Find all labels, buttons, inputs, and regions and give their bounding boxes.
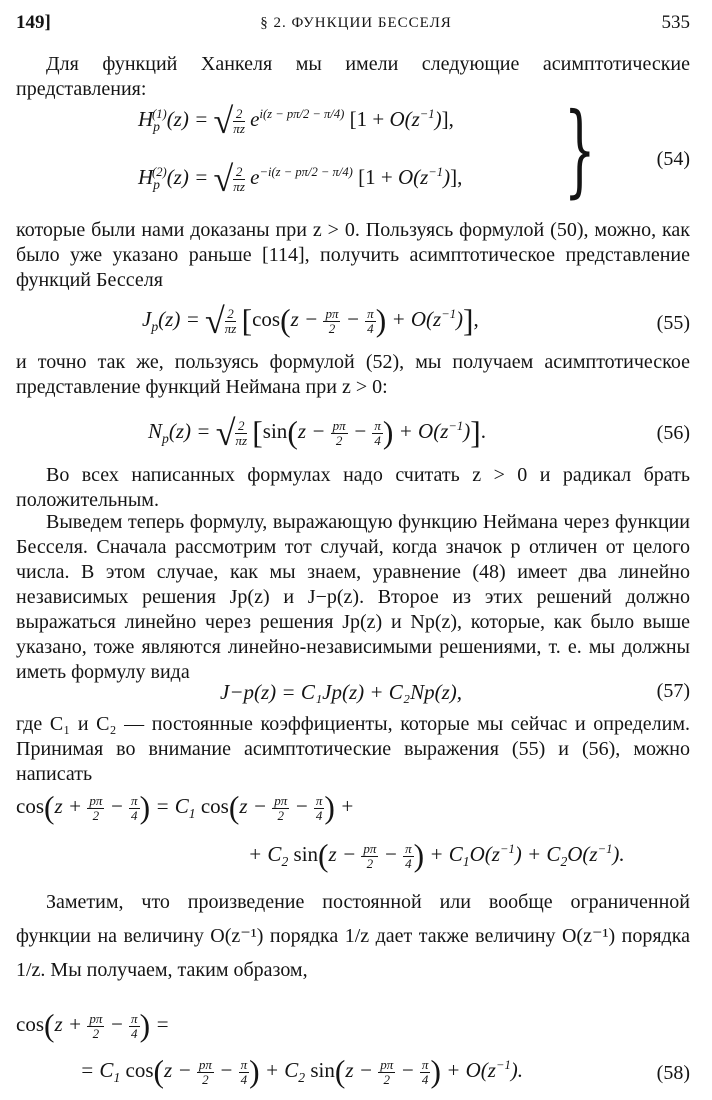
paragraph-order-remark: Заметим, что произведение постоянной или вообще ограниченной функции на величину O(z⁻¹) порядка 1/z дает также величину O(z⁻¹) порядка 1/z. Мы получаем, таким образом,: [16, 891, 690, 981]
equation-number-54: (54): [656, 148, 690, 170]
paragraph-radical: Во всех написанных формулах надо считать z > 0 и радикал брать положительным.: [16, 464, 690, 511]
paragraph-coefficients: где C₁ и C₂ — постоянные коэффициенты, которые мы сейчас и определим. Принимая во внимание асимптотические выражения (55) и (56), можно написать: [16, 713, 690, 785]
paragraph-derivation: Выведем теперь формулу, выражающую функцию Неймана через функции Бесселя. Сначала рассмотрим тот случай, когда значок p отличен от целого числа. В этом случае, как мы знаем, уравнение (48) имеет два линейно независимых решения Jp(z) и J−p(z). Второе из этих решений должно выражаться линейно через решения Jp(z) и Np(z), которые, как было выше указано, тоже являются линейно-независимыми решениями, т. е. мы должны иметь формулу вида: [16, 511, 690, 683]
equation-55: $J_p(z)$ = √ $\frac{2}{\pi z}$ [cos(z − $\frac{p\pi}{2}$ − $\frac{\pi}{4}$ ) + $O(z^{-1})$],: [142, 301, 479, 341]
page-section-number: 149]: [16, 12, 51, 33]
running-header: § 2. ФУНКЦИИ БЕССЕЛЯ: [260, 15, 452, 31]
equation-58-line1: cos(z + $\frac{p\pi}{2}$ − $\frac{\pi}{4}$ ) =: [16, 1008, 170, 1043]
equation-number-56: (56): [656, 422, 690, 444]
equation-number-57: (57): [656, 680, 690, 702]
equation-54-h1: $H_p^{(1)}(z)$ = √ $\frac{2}{\pi z}$ $e^{i(z - p\pi/2 - \pi/4)}$ $[1 + O(z^{-1})]$,: [138, 101, 454, 141]
equation-number-55: (55): [656, 312, 690, 334]
page-number: 535: [661, 12, 690, 33]
equation-57: J−p(z) = C₁Jp(z) + C₂Np(z),: [220, 680, 463, 704]
right-brace: }: [563, 91, 596, 208]
equation-cos-expansion-line1: cos(z + $\frac{p\pi}{2}$ − $\frac{\pi}{4}$ ) = $C_1$ cos(z − $\frac{p\pi}{2}$ − $\frac{\pi}{4}$ ) +: [16, 790, 355, 825]
equation-58-line2: = $C_1$ cos(z − $\frac{p\pi}{2}$ − $\frac{\pi}{4}$ ) + $C_2$ sin(z − $\frac{p\pi}{2}$ − $\frac{\pi}{4}$ ) + $O(z^{-1})$.: [80, 1054, 524, 1089]
paragraph-intro: Для функций Ханкеля мы имели следующие асимптотические представления:: [16, 53, 690, 100]
equation-54-h2: $H_p^{(2)}(z)$ = √ $\frac{2}{\pi z}$ $e^{-i(z - p\pi/2 - \pi/4)}$ $[1 + O(z^{-1})]$,: [138, 159, 463, 199]
paragraph-hankel-proof: которые были нами доказаны при z > 0. Пользуясь формулой (50), можно, как было уже указано раньше [114], получить асимптотическое представление функций Бесселя: [16, 219, 690, 291]
equation-number-58: (58): [656, 1062, 690, 1084]
equation-cos-expansion-line2: + $C_2$ sin(z − $\frac{p\pi}{2}$ − $\frac{\pi}{4}$ ) + $C_1O(z^{-1}) + C_2O(z^{-1})$.: [248, 838, 625, 873]
paragraph-neumann-intro: и точно так же, пользуясь формулой (52), мы получаем асимптотическое представление функций Неймана при z > 0:: [16, 351, 690, 398]
equation-56: $N_p(z)$ = √ $\frac{2}{\pi z}$ [sin(z − $\frac{p\pi}{2}$ − $\frac{\pi}{4}$ ) + $O(z^{-1})$].: [148, 413, 486, 453]
